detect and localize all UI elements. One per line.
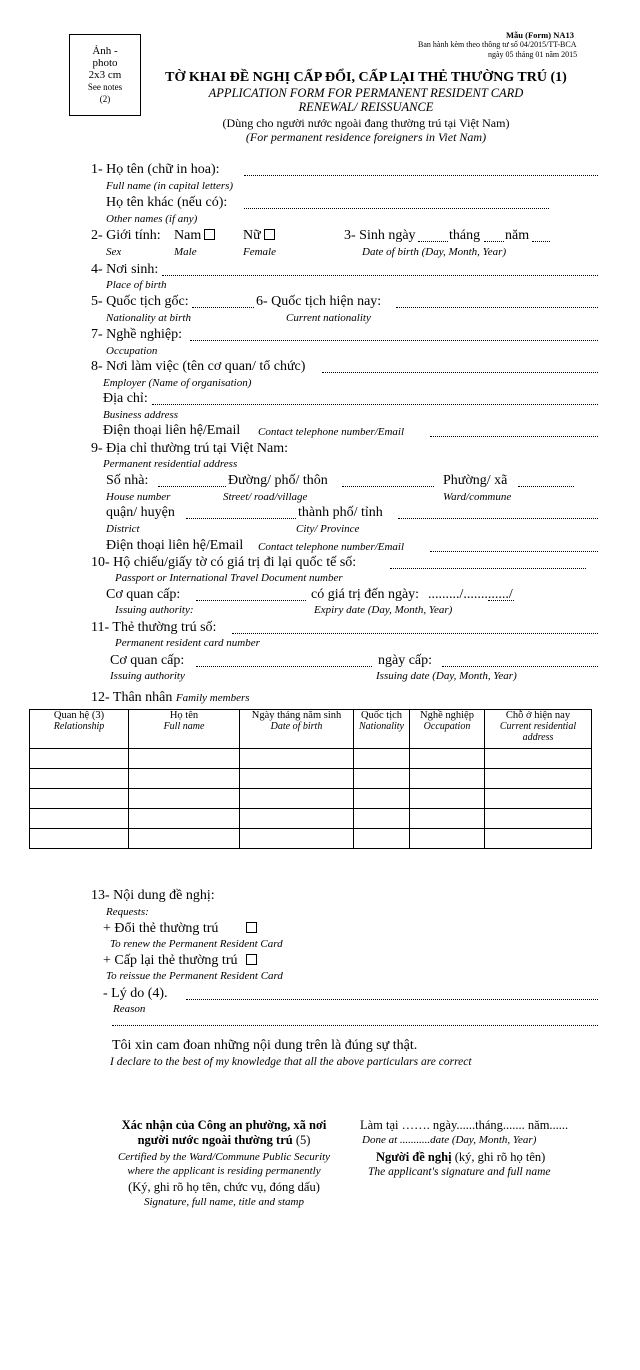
table-cell[interactable]	[410, 769, 485, 789]
done-at-line: Làm tại ……. ngày......tháng....... năm......	[360, 1118, 569, 1132]
table-cell[interactable]	[30, 829, 129, 849]
employer-label: 8- Nơi làm việc (tên cơ quan/ tổ chức)	[91, 359, 306, 374]
place-of-birth-field[interactable]	[162, 275, 598, 276]
employer-phone-label-en: Contact telephone number/Email	[258, 426, 405, 438]
column-header-en: Nationality	[359, 721, 404, 732]
applicant-sign-vn-bold: Người đề nghị	[376, 1150, 452, 1164]
table-cell[interactable]	[240, 789, 354, 809]
certification-en-2: where the applicant is residing permanently	[127, 1165, 321, 1177]
table-cell[interactable]	[240, 809, 354, 829]
column-header-vn: Họ tên	[169, 710, 199, 721]
table-cell[interactable]	[129, 809, 240, 829]
place-of-birth-label: 4- Nơi sinh:	[91, 262, 159, 277]
employer-phone-field[interactable]	[430, 436, 598, 437]
column-header	[240, 710, 354, 749]
column-header-en: Current residential address	[499, 721, 577, 743]
resident-phone-label-en: Contact telephone number/Email	[258, 541, 405, 553]
current-nationality-label-en: Current nationality	[286, 312, 371, 324]
female-checkbox[interactable]	[264, 229, 275, 240]
table-header-row	[30, 710, 592, 749]
table-cell[interactable]	[354, 769, 410, 789]
street-field[interactable]	[342, 486, 434, 487]
column-header-vn: Chỗ ở hiện nay	[505, 710, 571, 721]
table-cell[interactable]	[485, 829, 592, 849]
column-header-vn: Nghề nghiệp	[420, 710, 474, 721]
applicant-sign-vn-note: (ký, ghi rõ họ tên)	[454, 1150, 546, 1164]
table-cell[interactable]	[410, 809, 485, 829]
other-names-field[interactable]	[244, 208, 549, 209]
table-cell[interactable]	[485, 789, 592, 809]
done-at-line-en: Done at ...........date (Day, Month, Year)	[362, 1134, 537, 1146]
column-header	[30, 710, 129, 749]
table-cell[interactable]	[485, 769, 592, 789]
resident-phone-field[interactable]	[430, 551, 598, 552]
column-header-vn: Quan hệ (3)	[53, 710, 105, 721]
female-label: Nữ	[243, 228, 261, 243]
table-cell[interactable]	[30, 789, 129, 809]
renew-option[interactable]	[103, 921, 257, 937]
card-issue-date-field[interactable]	[442, 666, 598, 667]
subtitle-vn: (Dùng cho người nước ngoài đang thường trú tại Việt Nam)	[222, 116, 510, 130]
column-header	[410, 710, 485, 749]
table-cell[interactable]	[30, 809, 129, 829]
passport-issuer-label-en: Issuing authority:	[115, 604, 194, 616]
certification-note: (5)	[295, 1133, 311, 1147]
business-address-label-en: Business address	[103, 409, 179, 421]
table-cell[interactable]	[30, 769, 129, 789]
applicant-sign-vn	[376, 1150, 545, 1164]
table-cell[interactable]	[240, 829, 354, 849]
column-header	[485, 710, 592, 749]
certification-title: Xác nhận của Công an phường, xã nơi	[121, 1118, 327, 1132]
table-cell[interactable]	[354, 789, 410, 809]
female-label-en: Female	[243, 246, 276, 258]
card-issuer-label-en: Issuing authority	[110, 670, 185, 682]
column-header-en: Full name	[163, 721, 205, 732]
family-members-label	[91, 690, 250, 706]
table-cell[interactable]	[129, 829, 240, 849]
form-code: Mẫu (Form) NA13	[506, 30, 574, 40]
reason-field[interactable]	[186, 999, 598, 1000]
house-number-label: Số nhà:	[106, 473, 149, 488]
resident-card-field[interactable]	[232, 633, 598, 634]
table-cell[interactable]	[129, 789, 240, 809]
family-members-table	[29, 709, 592, 849]
certification-sign-en: Signature, full name, title and stamp	[144, 1196, 304, 1208]
full-name-label-en: Full name (in capital letters)	[106, 180, 234, 192]
requests-label: 13- Nội dung đề nghị:	[91, 888, 215, 903]
sex-label: 2- Giới tính:	[91, 228, 161, 243]
passport-expiry-field[interactable]: ........./............./	[428, 587, 513, 602]
table-cell[interactable]	[410, 829, 485, 849]
ward-field[interactable]	[518, 486, 574, 487]
sex-label-en: Sex	[106, 246, 122, 258]
photo-note-number: (2)	[99, 94, 111, 104]
form-issue-date: ngày 05 tháng 01 năm 2015	[488, 50, 578, 59]
photo-label: Ảnh -	[92, 45, 118, 57]
column-header-en: Occupation	[423, 721, 471, 732]
table-cell[interactable]	[30, 749, 129, 769]
title-vn: TỜ KHAI ĐỀ NGHỊ CẤP ĐỔI, CẤP LẠI THẺ THƯỜNG TRÚ (1)	[165, 70, 567, 85]
passport-label-en: Passport or International Travel Document number	[115, 572, 343, 584]
dob-month-label: tháng	[449, 228, 481, 243]
female-option[interactable]	[243, 228, 275, 244]
photo-note: See notes	[87, 82, 123, 92]
permanent-address-label-en: Permanent residential address	[103, 458, 238, 470]
declaration-vn: Tôi xin cam đoan những nội dung trên là đúng sự thật.	[112, 1038, 418, 1053]
ward-label: Phường/ xã	[443, 473, 508, 488]
column-header	[129, 710, 240, 749]
card-issuer-label: Cơ quan cấp:	[110, 653, 185, 668]
applicant-sign-en: The applicant's signature and full name	[368, 1166, 551, 1178]
street-label: Đường/ phố/ thôn	[228, 473, 328, 488]
table-cell[interactable]	[240, 749, 354, 769]
city-field[interactable]	[398, 518, 598, 519]
reissue-label: + Cấp lại thẻ thường trú	[103, 953, 238, 968]
table-cell[interactable]	[485, 749, 592, 769]
requests-label-en: Requests:	[106, 906, 149, 918]
nationality-birth-field[interactable]	[192, 307, 254, 308]
column-header-vn: Quốc tịch	[360, 710, 403, 721]
table-row	[30, 809, 592, 829]
nationality-birth-label: 5- Quốc tịch gốc:	[91, 294, 189, 309]
dob-year-label: năm	[505, 228, 530, 243]
table-cell[interactable]	[354, 749, 410, 769]
card-issuer-field[interactable]	[196, 666, 372, 667]
street-label-en: Street/ road/village	[223, 491, 308, 503]
passport-label: 10- Hộ chiếu/giấy tờ có giá trị đi lại quốc tế số:	[91, 555, 357, 570]
photo-label: photo	[92, 57, 118, 69]
passport-expiry-year-field[interactable]	[488, 600, 514, 601]
business-address-field[interactable]	[152, 404, 598, 405]
certification-title-2	[94, 1133, 354, 1147]
certification-en: Certified by the Ward/Commune Public Security	[117, 1151, 331, 1163]
reason-label-en: Reason	[113, 1003, 146, 1015]
dob-day-field[interactable]	[418, 241, 448, 242]
other-names-label: Họ tên khác (nếu có):	[106, 195, 228, 210]
house-number-field[interactable]	[158, 486, 226, 487]
male-label-en: Male	[174, 246, 197, 258]
family-members-label-en: Family members	[175, 692, 250, 704]
permanent-address-label: 9- Địa chỉ thường trú tại Việt Nam:	[91, 441, 289, 456]
table-row	[30, 749, 592, 769]
reissue-option[interactable]	[103, 953, 257, 969]
table-cell[interactable]	[410, 789, 485, 809]
table-row	[30, 789, 592, 809]
column-header-vn: Ngày tháng năm sinh	[251, 710, 342, 721]
place-of-birth-label-en: Place of birth	[106, 279, 167, 291]
renew-checkbox[interactable]	[246, 922, 257, 933]
resident-card-label: 11- Thẻ thường trú số:	[91, 620, 217, 635]
photo-size: 2x3 cm	[88, 69, 122, 81]
male-option[interactable]	[174, 228, 215, 244]
city-label: thành phố/ tỉnh	[298, 505, 383, 520]
declaration-en: I declare to the best of my knowledge that all the above particulars are correct	[110, 1056, 472, 1068]
reason-label: - Lý do (4).	[103, 986, 168, 1001]
dob-year-field[interactable]	[532, 241, 550, 242]
current-nationality-label: 6- Quốc tịch hiện nay:	[256, 294, 382, 309]
district-label-en: District	[106, 523, 140, 535]
form-issued-by: Ban hành kèm theo thông tư số 04/2015/TT-BCA	[418, 40, 577, 49]
resident-phone-label: Điện thoại liên hệ/Email	[106, 538, 244, 553]
passport-expiry-label-en: Expiry date (Day, Month, Year)	[314, 604, 453, 616]
title-en: APPLICATION FORM FOR PERMANENT RESIDENT CARD	[208, 86, 524, 100]
card-issue-date-label-en: Issuing date (Day, Month, Year)	[376, 670, 517, 682]
column-header-en: Relationship	[53, 721, 105, 732]
reissue-label-en: To reissue the Permanent Resident Card	[106, 970, 283, 982]
ward-label-en: Ward/commune	[443, 491, 512, 503]
dob-label-en: Date of birth (Day, Month, Year)	[362, 246, 507, 258]
table-cell[interactable]	[354, 829, 410, 849]
passport-expiry-label: có giá trị đến ngày:	[311, 587, 420, 602]
employer-field[interactable]	[322, 372, 598, 373]
dob-month-field[interactable]	[484, 241, 504, 242]
renew-label: + Đổi thẻ thường trú	[103, 921, 219, 936]
employer-label-en: Employer (Name of organisation)	[103, 377, 252, 389]
subtitle-en: (For permanent residence foreigners in Viet Nam)	[245, 130, 487, 144]
renew-label-en: To renew the Permanent Resident Card	[110, 938, 283, 950]
family-members-label-vn: 12- Thân nhân	[91, 690, 173, 705]
reason-field-line-2[interactable]	[112, 1025, 598, 1026]
table-row	[30, 829, 592, 849]
male-label: Nam	[174, 228, 202, 243]
table-cell[interactable]	[354, 809, 410, 829]
occupation-field[interactable]	[190, 340, 598, 341]
reissue-checkbox[interactable]	[246, 954, 257, 965]
table-cell[interactable]	[485, 809, 592, 829]
employer-phone-label: Điện thoại liên hệ/Email	[103, 423, 241, 438]
house-number-label-en: House number	[106, 491, 171, 503]
table-cell[interactable]	[129, 749, 240, 769]
passport-field[interactable]	[390, 568, 586, 569]
photo-box	[69, 34, 141, 116]
resident-card-label-en: Permanent resident card number	[115, 637, 260, 649]
certification-title-2-text: người nước ngoài thường trú	[137, 1133, 293, 1147]
male-checkbox[interactable]	[204, 229, 215, 240]
other-names-label-en: Other names (if any)	[106, 213, 198, 225]
certification-sign-vn: (Ký, ghi rõ họ tên, chức vụ, đóng dấu)	[128, 1180, 320, 1194]
table-cell[interactable]	[410, 749, 485, 769]
title-en-sub: RENEWAL/ REISSUANCE	[298, 100, 434, 114]
current-nationality-field[interactable]	[396, 307, 598, 308]
table-cell[interactable]	[240, 769, 354, 789]
full-name-field[interactable]	[244, 175, 598, 176]
column-header	[354, 710, 410, 749]
district-field[interactable]	[186, 518, 296, 519]
table-row	[30, 769, 592, 789]
passport-issuer-label: Cơ quan cấp:	[106, 587, 181, 602]
district-label: quận/ huyện	[106, 505, 175, 520]
card-issue-date-label: ngày cấp:	[378, 653, 433, 668]
occupation-label-en: Occupation	[106, 345, 158, 357]
city-label-en: City/ Province	[296, 523, 360, 535]
column-header-en: Date of birth	[270, 721, 323, 732]
dob-label: 3- Sinh ngày	[344, 228, 416, 243]
passport-issuer-field[interactable]	[196, 600, 306, 601]
nationality-birth-label-en: Nationality at birth	[106, 312, 191, 324]
full-name-label: 1- Họ tên (chữ in hoa):	[91, 162, 220, 177]
table-cell[interactable]	[129, 769, 240, 789]
business-address-label: Địa chỉ:	[103, 391, 148, 406]
occupation-label: 7- Nghề nghiệp:	[91, 327, 182, 342]
